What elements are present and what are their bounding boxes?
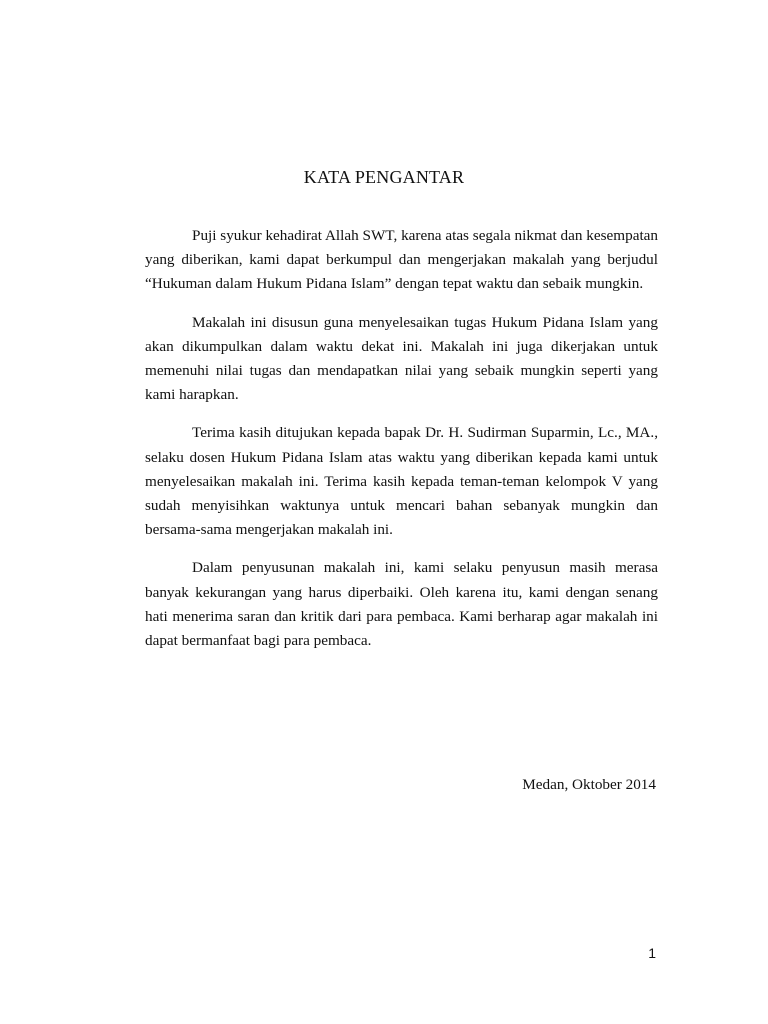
paragraph-purpose: Makalah ini disusun guna menyelesaikan tugas Hukum Pidana Islam yang akan dikumpulkan dalam waktu dekat ini. Makalah ini juga dikerjakan untuk memenuhi nilai tugas dan mendapatkan nilai yang sebaik mungkin seperti yang kami harapkan. <box>145 313 658 404</box>
paragraph-opening: Puji syukur kehadirat Allah SWT, karena atas segala nikmat dan kesempatan yang diberikan, kami dapat berkumpul dan mengerjakan makalah yang berjudul “Hukuman dalam Hukum Pidana Islam” dengan tepat waktu dan sebaik mungkin. <box>145 227 658 293</box>
page-number: 1 <box>648 945 656 961</box>
paragraph-closing-remarks: Dalam penyusunan makalah ini, kami selaku penyusun masih merasa banyak kekurangan yang harus diperbaiki. Oleh karena itu, kami dengan senang hati menerima saran dan kritik dari para pembaca. Kami berharap agar makalah ini dapat bermanfaat bagi para pembaca. <box>145 559 658 650</box>
paragraph-thanks: Terima kasih ditujukan kepada bapak Dr. H. Sudirman Suparmin, Lc., MA., selaku dosen Hukum Pidana Islam atas waktu yang diberikan kepada kami untuk menyelesaikan makalah ini. Terima kasih kepada teman-teman kelompok V yang sudah menyisihkan waktunya untuk mencari bahan sebanyak mungkin dan bersama-sama mengerjakan makalah ini. <box>145 424 658 539</box>
page-title: KATA PENGANTAR <box>303 167 465 187</box>
body-text <box>145 224 658 667</box>
place-date: Medan, Oktober 2014 <box>522 776 656 793</box>
